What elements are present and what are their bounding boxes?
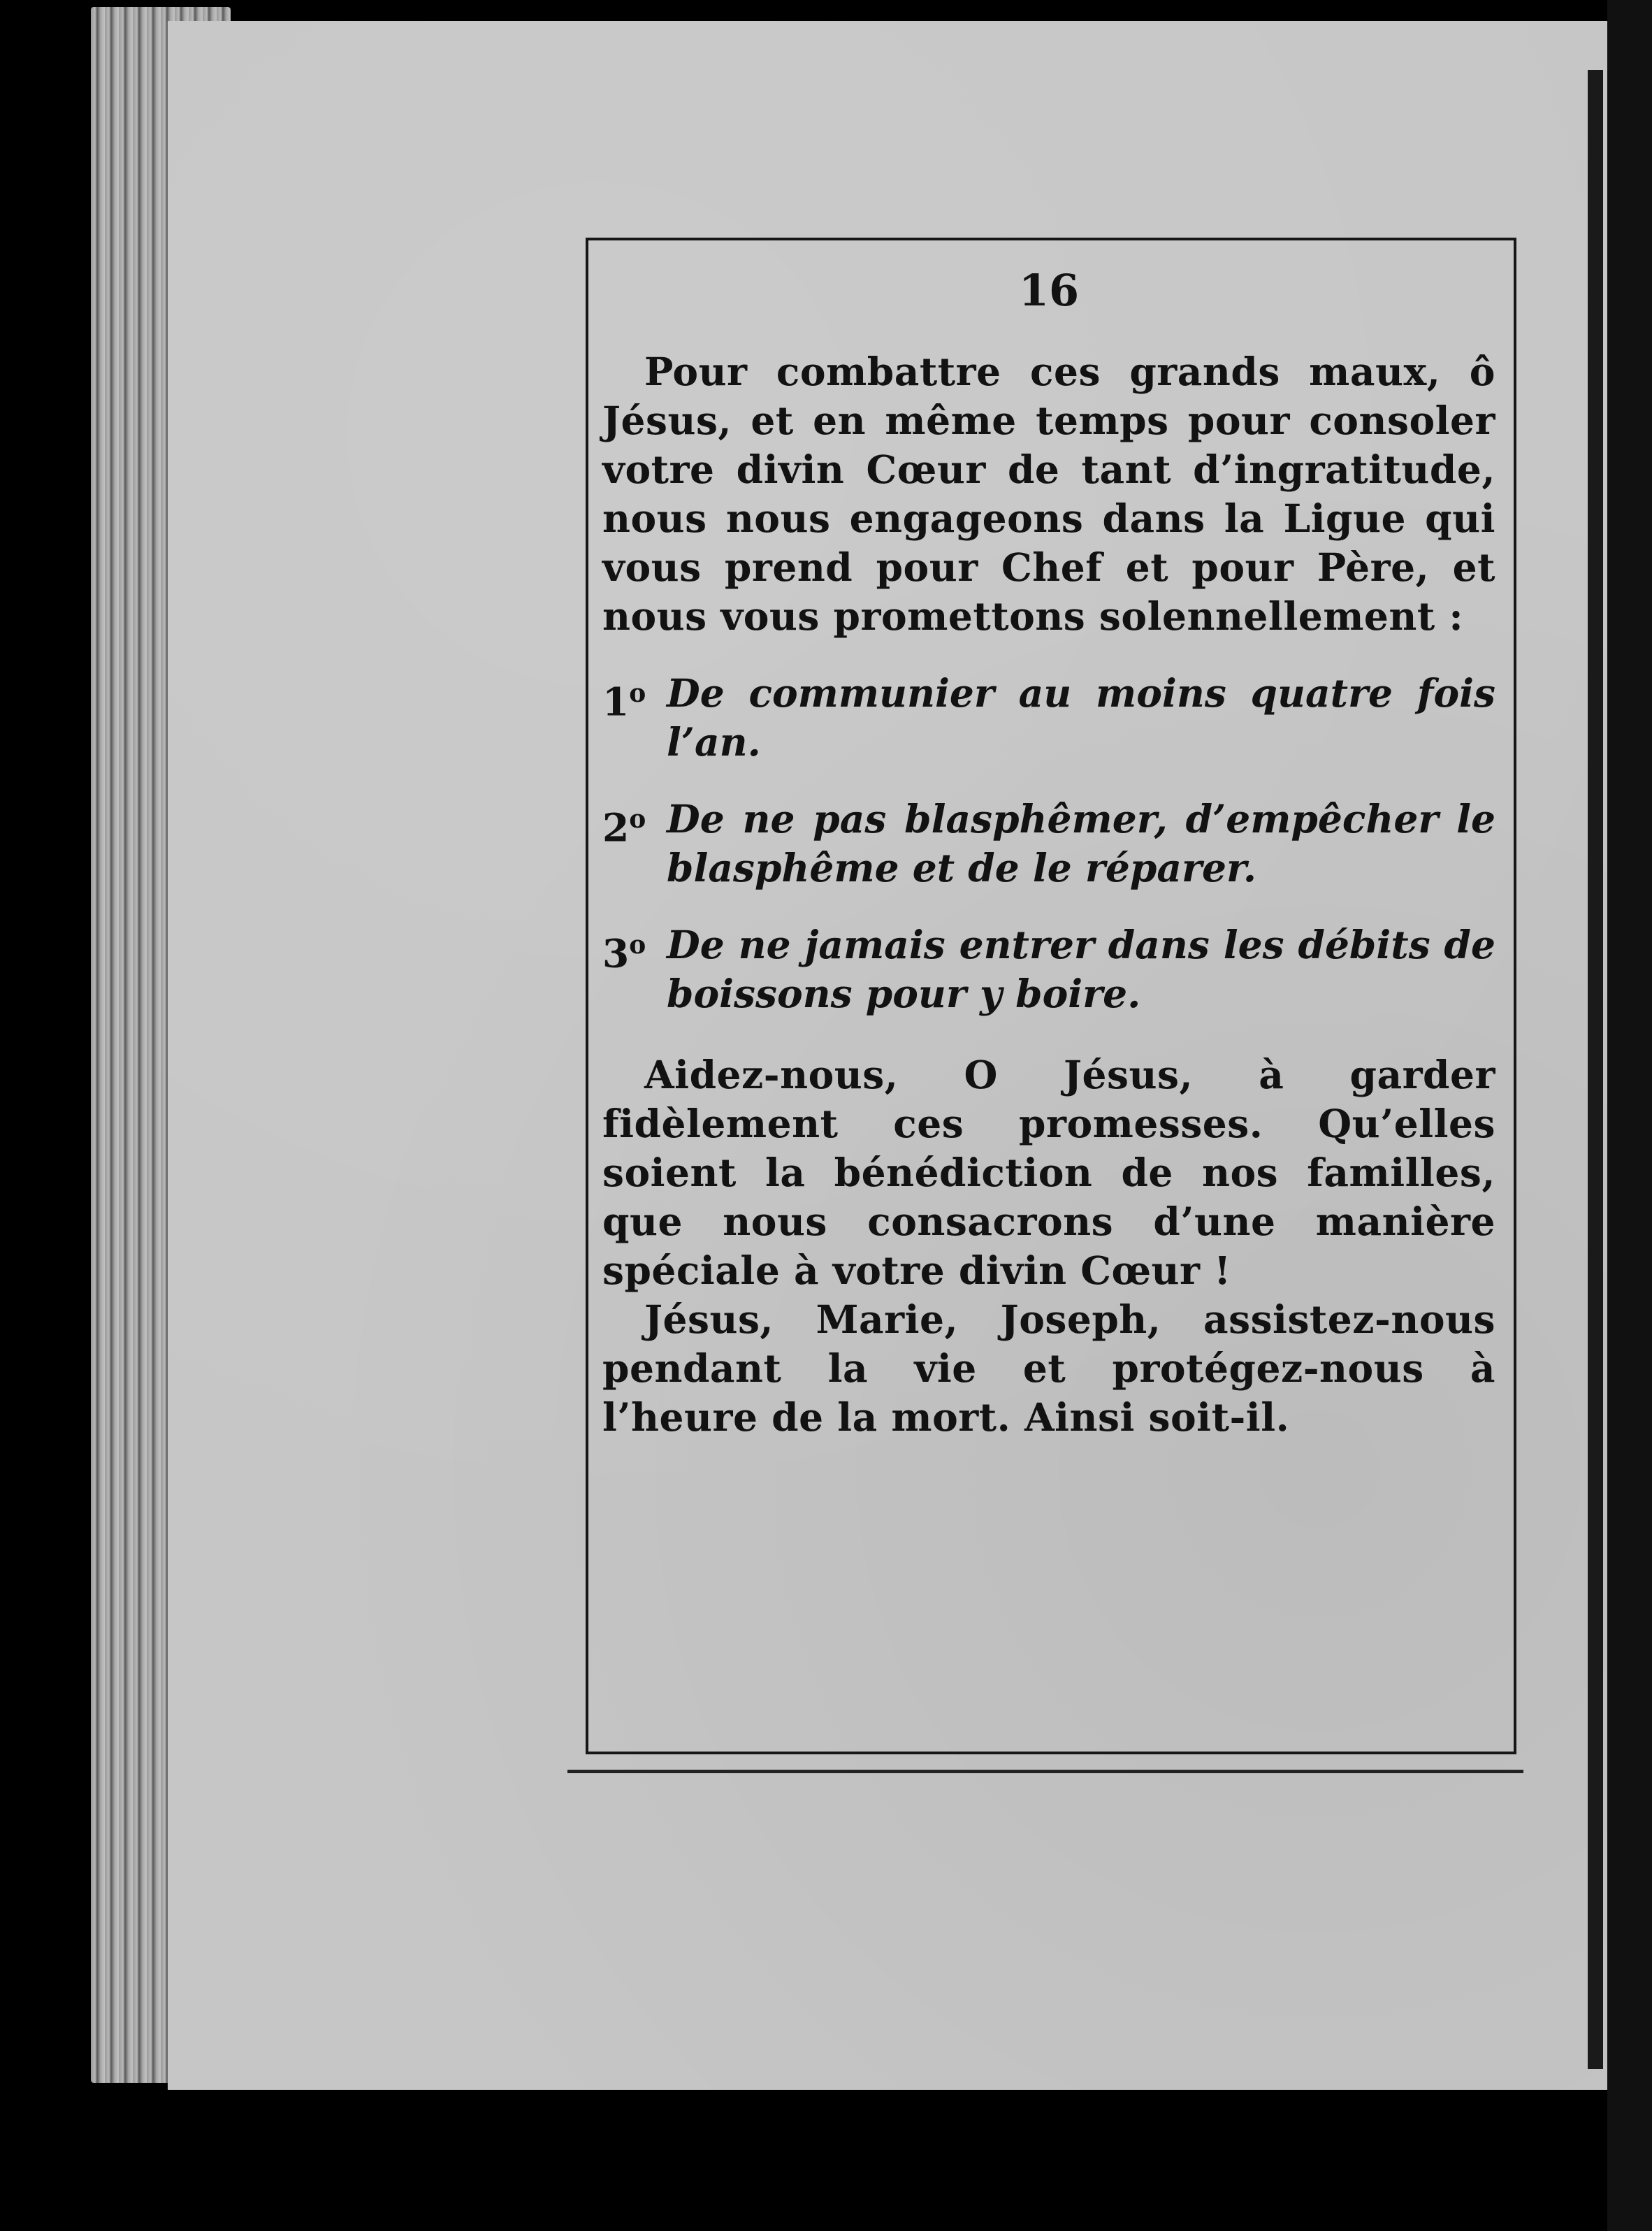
- final-paragraph: [602, 1295, 1495, 1442]
- book-gutter: [1607, 0, 1652, 2231]
- promise-number: 3$^o$: [602, 930, 646, 976]
- promise-text: De communier au moins quatre fois l’an.: [667, 670, 1495, 765]
- promise-text: De ne pas blasphêmer, d’empêcher le blasphême et de le réparer.: [667, 796, 1495, 890]
- promise-number: 2$^o$: [602, 804, 646, 851]
- closing-paragraph: [602, 1050, 1495, 1295]
- closing-text: Aidez-nous, O Jésus, à garder fidèlement ces promesses. Qu’elles soient la bénédiction de nos familles, que nous consacrons d’une manière spéciale à votre divin Cœur !: [602, 1052, 1495, 1293]
- final-text: Jésus, Marie, Joseph, assistez-nous pendant la vie et protégez-nous à l’heure de la mort. Ainsi soit-il.: [602, 1297, 1495, 1440]
- promise-item-2: [602, 795, 1495, 893]
- promise-item-3: [602, 920, 1495, 1018]
- frame-bottom-rule: [567, 1770, 1523, 1773]
- promise-item-1: [602, 669, 1495, 767]
- intro-text: Pour combattre ces grands maux, ô Jésus, et en même temps pour consoler votre divin Cœur de tant d’ingratitude, nous nous engageons dans la Ligue qui vous prend pour Chef et pour Père, et nous vous promettons solennellement :: [602, 349, 1495, 639]
- promise-number: 1$^o$: [602, 679, 646, 725]
- text-block: [602, 265, 1495, 1442]
- gutter-strip: [1588, 70, 1603, 2069]
- page-number: 16: [1018, 265, 1080, 316]
- promise-text: De ne jamais entrer dans les débits de boissons pour y boire.: [667, 922, 1495, 1016]
- intro-paragraph: [602, 347, 1495, 641]
